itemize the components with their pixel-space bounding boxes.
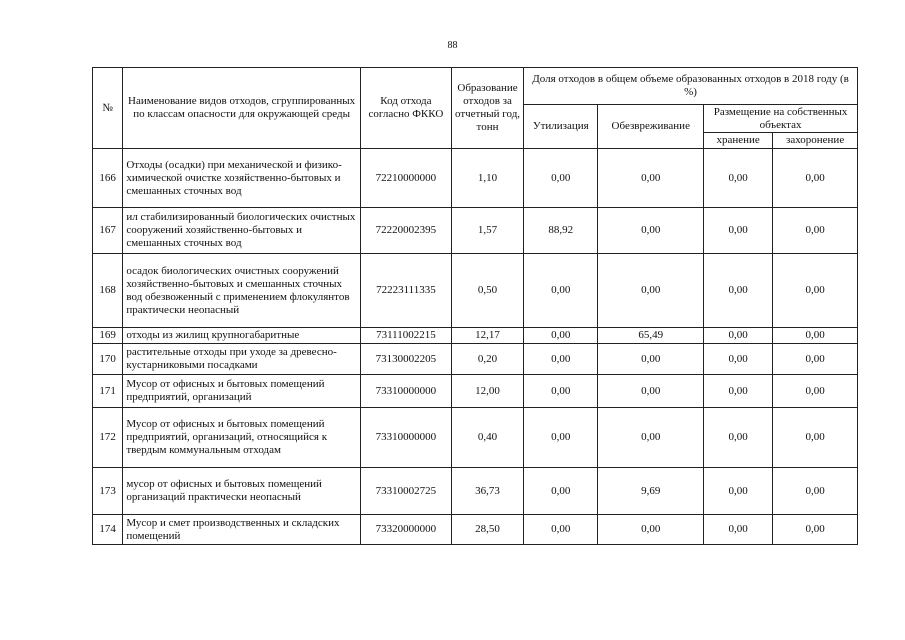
cell-burial: 0,00: [773, 408, 858, 468]
cell-burial: 0,00: [773, 515, 858, 545]
cell-neutralization: 0,00: [598, 149, 704, 208]
cell-num: 173: [93, 468, 123, 515]
cell-code: 72223111335: [360, 254, 451, 328]
cell-name: Мусор от офисных и бытовых помещений предприятий, организаций, относящийся к твердым коммунальным отходам: [123, 408, 361, 468]
cell-num: 170: [93, 344, 123, 375]
cell-neutralization: 65,49: [598, 328, 704, 344]
header-code: Код отхода согласно ФККО: [360, 68, 451, 149]
cell-storage: 0,00: [704, 344, 773, 375]
header-name: Наименование видов отходов, сгруппированных по классам опасности для окружающей среды: [123, 68, 361, 149]
table-row: [93, 375, 858, 408]
table-body: [93, 149, 858, 545]
cell-num: 171: [93, 375, 123, 408]
header-burial: захоронение: [773, 133, 858, 149]
header-num: №: [93, 68, 123, 149]
header-placement: Размещение на собственных объектах: [704, 105, 858, 133]
header-storage: хранение: [704, 133, 773, 149]
table-row: [93, 344, 858, 375]
cell-num: 167: [93, 208, 123, 254]
cell-utilization: 0,00: [524, 344, 598, 375]
cell-code: 72210000000: [360, 149, 451, 208]
cell-burial: 0,00: [773, 254, 858, 328]
cell-num: 174: [93, 515, 123, 545]
cell-name: растительные отходы при уходе за древесно-кустарниковыми посадками: [123, 344, 361, 375]
header-utilization: Утилизация: [524, 105, 598, 149]
cell-code: 73111002215: [360, 328, 451, 344]
cell-formed: 0,50: [451, 254, 523, 328]
table-row: [93, 408, 858, 468]
cell-num: 169: [93, 328, 123, 344]
cell-utilization: 0,00: [524, 254, 598, 328]
cell-neutralization: 0,00: [598, 375, 704, 408]
cell-burial: 0,00: [773, 208, 858, 254]
cell-code: 73310000000: [360, 408, 451, 468]
table-row: [93, 468, 858, 515]
cell-neutralization: 0,00: [598, 344, 704, 375]
cell-utilization: 0,00: [524, 149, 598, 208]
cell-name: Мусор и смет производственных и складских помещений: [123, 515, 361, 545]
cell-neutralization: 0,00: [598, 515, 704, 545]
page-number: 88: [447, 40, 458, 51]
cell-name: Отходы (осадки) при механической и физико-химической очистке хозяйственно-бытовых и смешанных сточных вод: [123, 149, 361, 208]
cell-burial: 0,00: [773, 149, 858, 208]
cell-storage: 0,00: [704, 468, 773, 515]
cell-storage: 0,00: [704, 375, 773, 408]
cell-name: мусор от офисных и бытовых помещений организаций практически неопасный: [123, 468, 361, 515]
cell-utilization: 0,00: [524, 375, 598, 408]
cell-utilization: 0,00: [524, 468, 598, 515]
cell-name: отходы из жилищ крупногабаритные: [123, 328, 361, 344]
cell-burial: 0,00: [773, 328, 858, 344]
cell-name: осадок биологических очистных сооружений хозяйственно-бытовых и смешанных сточных вод обезвоженный с применением флокулянтов практически неопасный: [123, 254, 361, 328]
table-row: [93, 254, 858, 328]
header-share: Доля отходов в общем объеме образованных отходов в 2018 году (в %): [524, 68, 858, 105]
cell-storage: 0,00: [704, 408, 773, 468]
cell-code: 73310000000: [360, 375, 451, 408]
cell-storage: 0,00: [704, 208, 773, 254]
cell-storage: 0,00: [704, 328, 773, 344]
cell-utilization: 0,00: [524, 515, 598, 545]
cell-neutralization: 0,00: [598, 254, 704, 328]
cell-code: 73130002205: [360, 344, 451, 375]
cell-code: 73310002725: [360, 468, 451, 515]
waste-table: [92, 67, 858, 545]
header-formed: Образование отходов за отчетный год, тонн: [451, 68, 523, 149]
cell-utilization: 0,00: [524, 328, 598, 344]
table-header: [93, 68, 858, 149]
cell-formed: 12,00: [451, 375, 523, 408]
cell-neutralization: 0,00: [598, 208, 704, 254]
cell-formed: 28,50: [451, 515, 523, 545]
cell-utilization: 0,00: [524, 408, 598, 468]
cell-storage: 0,00: [704, 254, 773, 328]
cell-num: 166: [93, 149, 123, 208]
cell-burial: 0,00: [773, 344, 858, 375]
cell-name: ил стабилизированный биологических очистных сооружений хозяйственно-бытовых и смешанных сточных вод: [123, 208, 361, 254]
cell-code: 72220002395: [360, 208, 451, 254]
table-row: [93, 149, 858, 208]
cell-storage: 0,00: [704, 149, 773, 208]
cell-formed: 1,57: [451, 208, 523, 254]
cell-burial: 0,00: [773, 375, 858, 408]
header-neutralization: Обезвреживание: [598, 105, 704, 149]
cell-num: 168: [93, 254, 123, 328]
cell-neutralization: 0,00: [598, 408, 704, 468]
cell-neutralization: 9,69: [598, 468, 704, 515]
cell-formed: 0,20: [451, 344, 523, 375]
cell-utilization: 88,92: [524, 208, 598, 254]
cell-formed: 0,40: [451, 408, 523, 468]
cell-burial: 0,00: [773, 468, 858, 515]
cell-formed: 12,17: [451, 328, 523, 344]
cell-storage: 0,00: [704, 515, 773, 545]
cell-formed: 1,10: [451, 149, 523, 208]
table-row: [93, 208, 858, 254]
table-row: [93, 328, 858, 344]
cell-code: 73320000000: [360, 515, 451, 545]
table-row: [93, 515, 858, 545]
cell-formed: 36,73: [451, 468, 523, 515]
cell-num: 172: [93, 408, 123, 468]
cell-name: Мусор от офисных и бытовых помещений предприятий, организаций: [123, 375, 361, 408]
